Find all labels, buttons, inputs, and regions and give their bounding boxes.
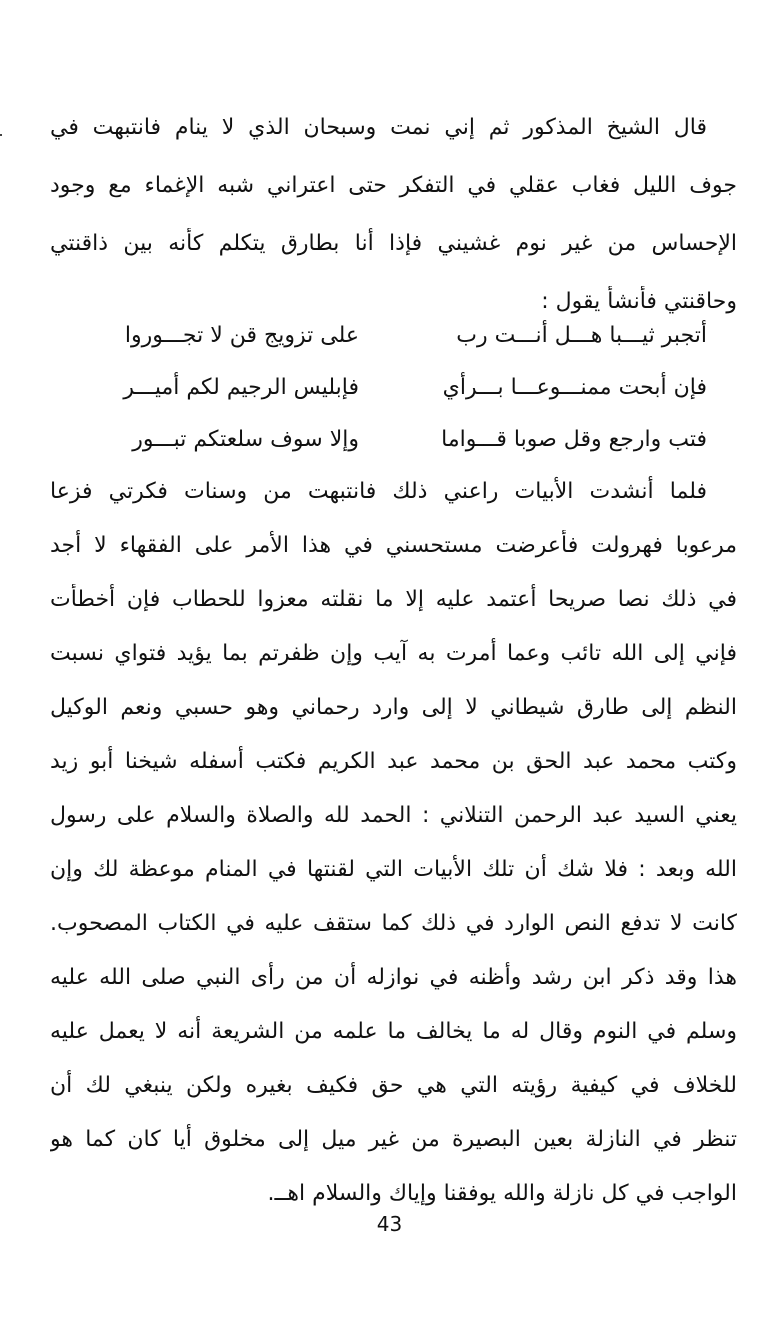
- poem-verse: [0, 372, 779, 404]
- margin-mark: [0, 134, 2, 136]
- verse-first-hemistich: أتجبر ثيـــبا هـــل أنـــت رب: [456, 323, 707, 348]
- text-line: الله وبعد : فلا شك أن تلك الأبيات التي لقنتها في المنام موعظة لك وإن: [50, 857, 737, 882]
- text-line: الواجب في كل نازلة والله يوفقنا وإياك والسلام اهــ.: [267, 1181, 737, 1206]
- paragraph-1: [50, 112, 737, 318]
- text-line: تنظر في النازلة بعين البصيرة من غير ميل إلى مخلوق أيا كان كما هو: [50, 1127, 737, 1152]
- verse-second-hemistich: فإبليس الرجيم لكم أميـــر: [123, 375, 359, 400]
- text-line: هذا وقد ذكر ابن رشد وأظنه في نوازله أن من رأى النبي صلى الله عليه: [50, 965, 737, 990]
- text-line: كانت لا تدفع النص الوارد في ذلك كما ستقف عليه في الكتاب المصحوب.: [50, 911, 737, 936]
- text-line: يعني السيد عبد الرحمن التنلاني : الحمد لله والصلاة والسلام على رسول: [50, 803, 737, 828]
- text-line: وكتب محمد عبد الحق بن محمد عبد الكريم فكتب أسفله شيخنا أبو زيد: [50, 749, 737, 774]
- text-line: وحاقنتي فأنشأ يقول :: [541, 289, 737, 314]
- text-line: الإحساس من غير نوم غشيني فإذا أنا بطارق يتكلم كأنه بين ذاقنتي: [50, 231, 737, 256]
- verse-first-hemistich: فتب وارجع وقل صوبا قـــواما: [441, 427, 707, 452]
- text-line: فإني إلى الله تائب وعما أمرت به آيب وإن ظفرتم بما يؤيد فتواي نسبت: [50, 641, 737, 666]
- poem-verse: [0, 424, 779, 456]
- text-line: مرعوبا فهرولت فأعرضت مستحسني في هذا الأمر على الفقهاء لا أجد: [50, 533, 737, 558]
- page-number: 43: [376, 1212, 403, 1236]
- text-line: قال الشيخ المذكور ثم إني نمت وسبحان الذي لا ينام فانتبهت في: [50, 115, 707, 140]
- verse-second-hemistich: وإلا سوف سلعتكم تبـــور: [132, 427, 359, 452]
- text-line: فلما أنشدت الأبيات راعني ذلك فانتبهت من وسنات فكرتي فزعا: [50, 479, 707, 504]
- text-line: جوف الليل فغاب عقلي في التفكر حتى اعتراني شبه الإغماء مع وجود: [50, 173, 737, 198]
- text-line: وسلم في النوم وقال له ما يخالف ما علمه من الشريعة أنه لا يعمل عليه: [50, 1019, 737, 1044]
- text-line: في ذلك نصا صريحا أعتمد عليه إلا ما نقلته معزوا للحطاب فإن أخطأت: [50, 587, 737, 612]
- text-line: النظم إلى طارق شيطاني لا إلى وارد رحماني وهو حسبي ونعم الوكيل: [50, 695, 737, 720]
- paragraph-2: [50, 476, 737, 1210]
- verse-first-hemistich: فإن أبحت ممنـــوعـــا بـــرأي: [442, 375, 707, 400]
- text-line: للخلاف في كيفية رؤيته التي هي حق فكيف بغيره ولكن ينبغي لك أن: [50, 1073, 737, 1098]
- poem-verse: [0, 320, 779, 352]
- verse-second-hemistich: على تزويج قن لا تجـــوروا: [124, 323, 359, 348]
